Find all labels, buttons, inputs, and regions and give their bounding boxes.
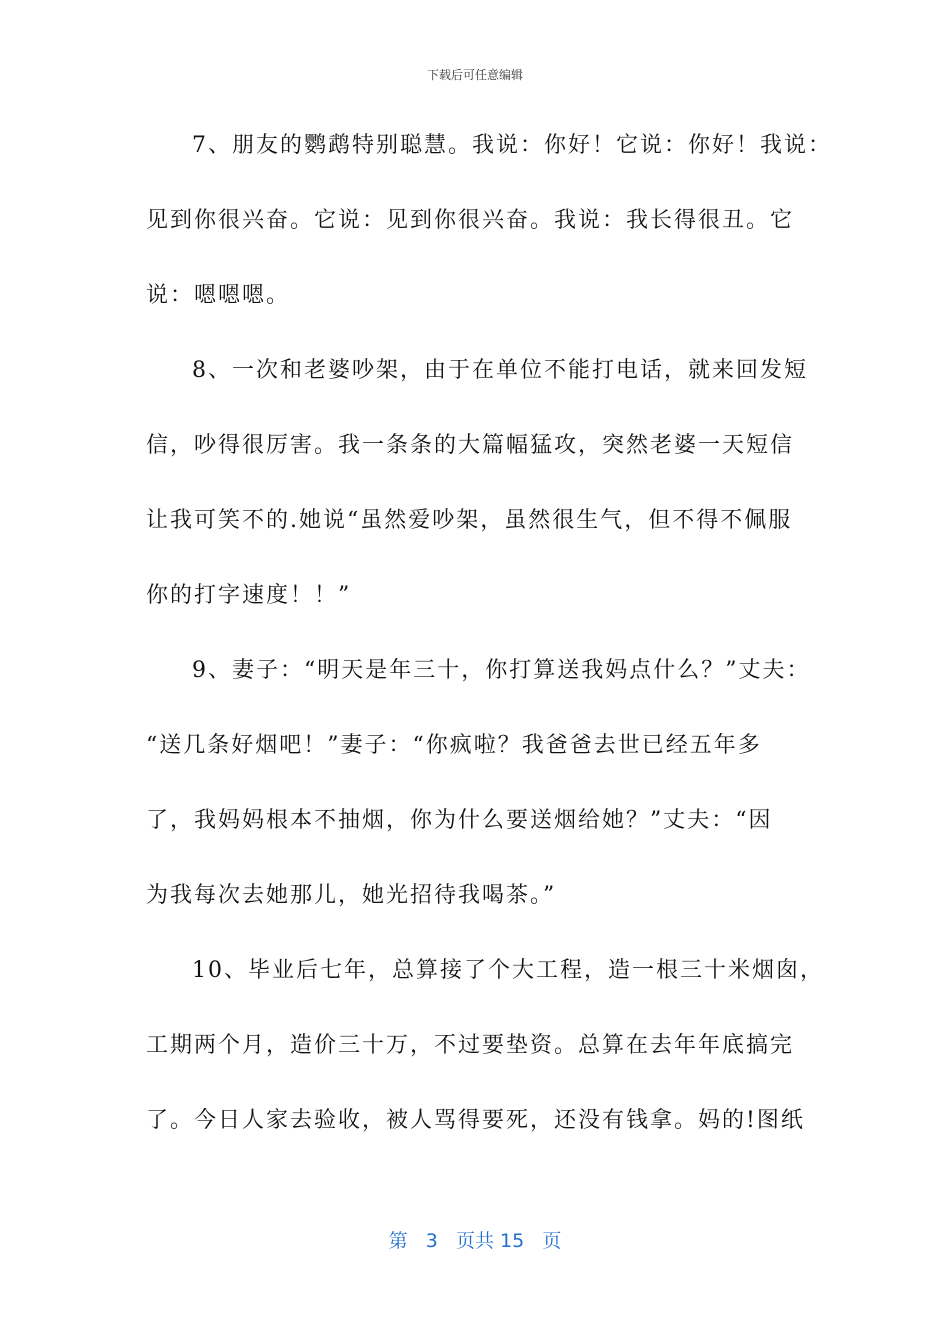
footer-suffix: 页 — [542, 1230, 562, 1252]
paragraph-line: 你的打字速度！！” — [146, 583, 352, 608]
paragraph-line: 为我每次去她那儿，她光招待我喝茶。” — [146, 883, 557, 908]
current-page-number: 3 — [425, 1230, 438, 1252]
footer-prefix: 第 — [388, 1230, 408, 1252]
page-header: 下载后可任意编辑 — [426, 68, 523, 82]
paragraph-line: 见到你很兴奋。它说：见到你很兴奋。我说：我长得很丑。它 — [146, 208, 795, 233]
paragraph-line: 让我可笑不的.她说“虽然爱吵架，虽然很生气，但不得不佩服 — [146, 508, 793, 533]
document-body — [146, 118, 832, 1168]
paragraph-10 — [146, 943, 826, 1168]
total-pages-number: 15 — [500, 1230, 525, 1252]
paragraph-9 — [146, 643, 826, 943]
paragraph-line: 工期两个月，造价三十万，不过要垫资。总算在去年年底搞完 — [146, 1033, 795, 1058]
paragraph-8 — [146, 343, 826, 643]
paragraph-line: 了，我妈妈根本不抽烟，你为什么要送烟给她？”丈夫：“因 — [146, 808, 773, 833]
paragraph-line: “送几条好烟吧！”妻子：“你疯啦？我爸爸去世已经五年多 — [146, 733, 762, 758]
page-footer — [0, 1226, 950, 1253]
paragraph-line: 信，吵得很厉害。我一条条的大篇幅猛攻，突然老婆一天短信 — [146, 433, 795, 458]
paragraph-line: 10、毕业后七年，总算接了个大工程，造一根三十米烟囱， — [192, 958, 824, 983]
paragraph-line: 8、一次和老婆吵架，由于在单位不能打电话，就来回发短 — [192, 358, 808, 383]
paragraph-line: 了。今日人家去验收，被人骂得要死，还没有钱拿。妈的!图纸 — [146, 1108, 805, 1133]
paragraph-line: 说：嗯嗯嗯。 — [146, 283, 291, 308]
paragraph-7 — [146, 118, 832, 343]
footer-middle: 页共 — [455, 1230, 494, 1252]
paragraph-line: 9、妻子：“明天是年三十，你打算送我妈点什么？”丈夫： — [192, 658, 811, 683]
paragraph-line: 7、朋友的鹦鹉特别聪慧。我说：你好！它说：你好！我说： — [192, 133, 832, 158]
